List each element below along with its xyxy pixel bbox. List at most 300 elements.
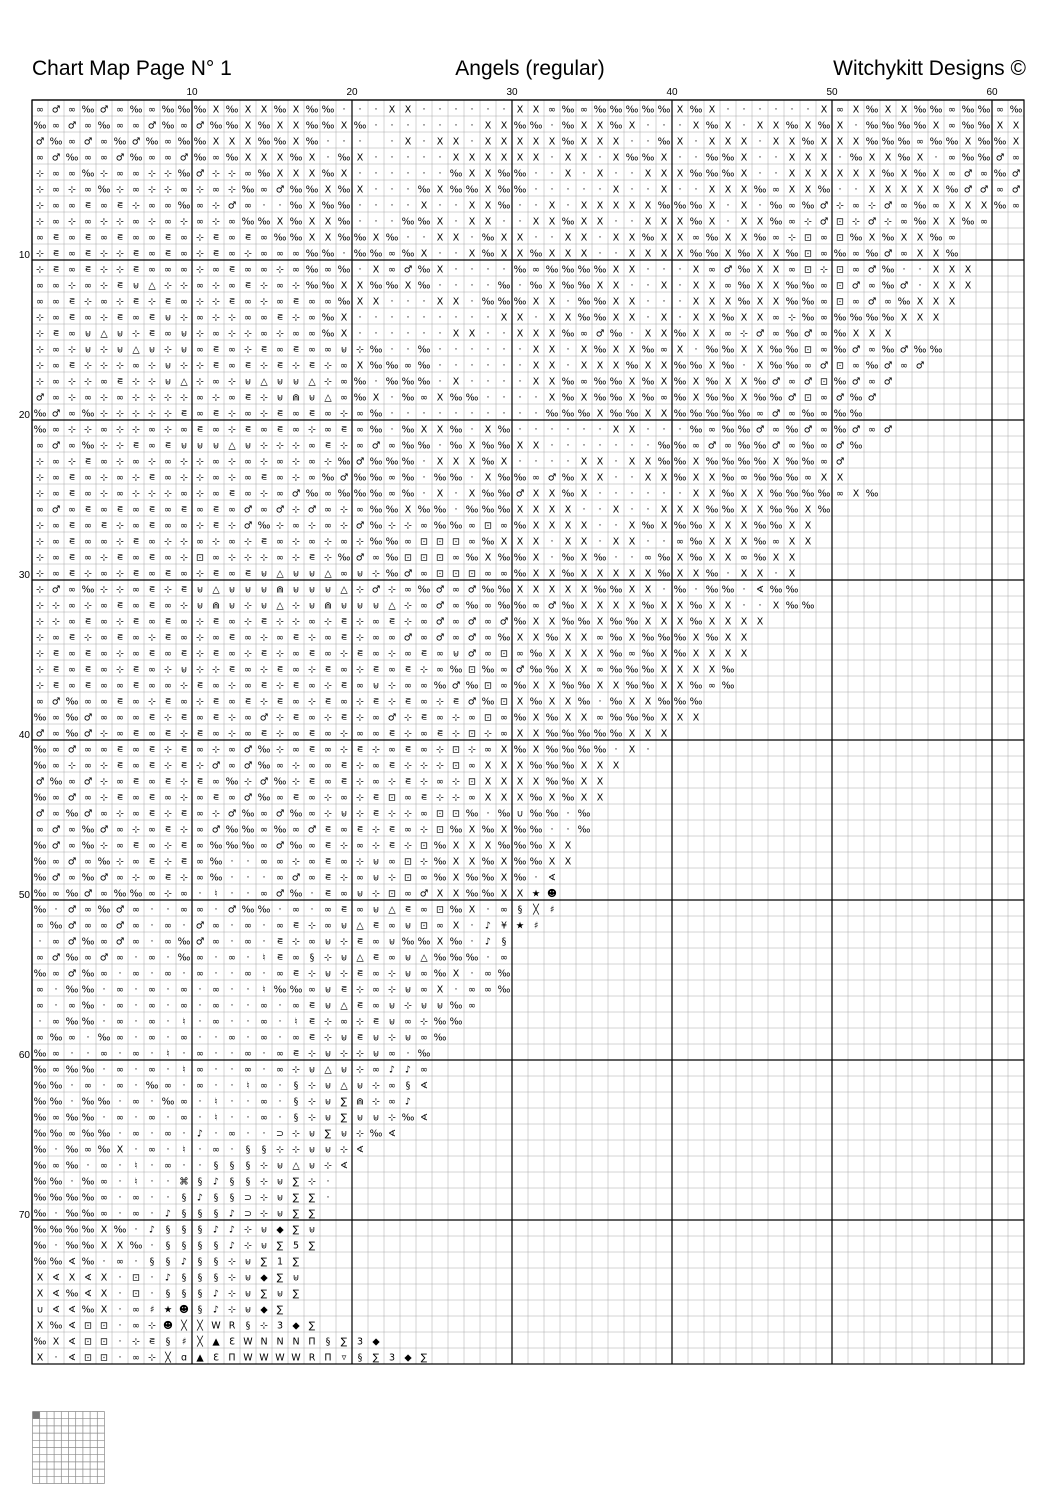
stitch-symbol: Ⅹ [740, 632, 748, 644]
stitch-symbol: ⋷ [372, 792, 380, 804]
stitch-symbol: ⋷ [420, 648, 428, 660]
stitch-symbol: ♂ [851, 376, 861, 388]
stitch-symbol: ‰ [481, 536, 495, 548]
stitch-symbol: ¥ [500, 920, 508, 932]
stitch-symbol: · [662, 488, 666, 500]
stitch-symbol: ⊹ [260, 1176, 268, 1188]
stitch-symbol: ⊎ [404, 1032, 412, 1044]
stitch-symbol: § [245, 1160, 251, 1172]
stitch-symbol: · [582, 424, 586, 436]
stitch-symbol: W [291, 1352, 301, 1364]
stitch-symbol: · [614, 472, 618, 484]
stitch-symbol: · [406, 152, 410, 164]
stitch-symbol: § [405, 1080, 411, 1092]
stitch-symbol: ‰ [721, 472, 735, 484]
stitch-symbol: Ⅹ [548, 248, 556, 260]
stitch-symbol: ⊹ [36, 664, 44, 676]
stitch-symbol: ⋷ [372, 920, 380, 932]
stitch-symbol: ∞ [196, 200, 204, 212]
stitch-symbol: ⊎ [340, 1128, 348, 1140]
thumbnail-grid [33, 1412, 105, 1484]
stitch-symbol: Ⅹ [660, 472, 668, 484]
stitch-symbol: ♂ [67, 120, 77, 132]
stitch-symbol: ⊹ [212, 200, 220, 212]
stitch-symbol: ∞ [36, 104, 44, 116]
stitch-symbol: ∞ [52, 968, 60, 980]
stitch-symbol: Ⅹ [580, 472, 588, 484]
stitch-symbol: ‰ [401, 936, 415, 948]
stitch-symbol: ‰ [257, 904, 271, 916]
stitch-symbol: Ⅹ [452, 456, 460, 468]
stitch-symbol: Ⅹ [580, 760, 588, 772]
stitch-symbol: ⋷ [324, 840, 332, 852]
stitch-symbol: ‰ [689, 360, 703, 372]
stitch-symbol: ⊎ [308, 392, 316, 404]
stitch-symbol: ‰ [817, 488, 831, 500]
stitch-symbol: Ⅹ [372, 296, 380, 308]
stitch-symbol: ♂ [899, 344, 909, 356]
stitch-symbol: § [197, 1240, 203, 1252]
stitch-symbol: ∞ [132, 520, 140, 532]
stitch-symbol: ⋷ [100, 520, 108, 532]
stitch-symbol: ‰ [673, 408, 687, 420]
stitch-symbol: ⊹ [100, 168, 108, 180]
stitch-symbol: · [166, 1176, 170, 1188]
stitch-symbol: ∞ [308, 344, 316, 356]
stitch-symbol: Ⅹ [724, 552, 732, 564]
stitch-symbol: Ⅹ [532, 728, 540, 740]
stitch-symbol: △ [228, 440, 236, 452]
stitch-symbol: Ⅹ [628, 696, 636, 708]
stitch-symbol: ‰ [497, 168, 511, 180]
stitch-symbol: Ⅹ [308, 232, 316, 244]
stitch-symbol: ∞ [84, 696, 92, 708]
stitch-symbol: ∞ [260, 1080, 268, 1092]
stitch-symbol: Ⅹ [788, 152, 796, 164]
stitch-symbol: ‰ [433, 1016, 447, 1028]
stitch-symbol: ∞ [52, 808, 60, 820]
stitch-symbol: ⊡ [836, 360, 844, 372]
stitch-symbol: ∞ [500, 664, 508, 676]
stitch-symbol: ∞ [52, 520, 60, 532]
stitch-symbol: ⊹ [340, 520, 348, 532]
stitch-symbol: Ⅹ [36, 1320, 44, 1332]
row-label: 20 [18, 410, 30, 421]
stitch-symbol: § [165, 1240, 171, 1252]
stitch-symbol: △ [100, 328, 108, 340]
stitch-symbol: ♂ [867, 216, 877, 228]
stitch-symbol: Ⅹ [644, 360, 652, 372]
stitch-symbol: Ⅹ [660, 712, 668, 724]
stitch-symbol: ∞ [372, 648, 380, 660]
stitch-symbol: Ⅹ [996, 120, 1004, 132]
stitch-symbol: ‰ [81, 440, 95, 452]
stitch-symbol: Ⅹ [548, 696, 556, 708]
stitch-symbol: ∞ [228, 504, 236, 516]
stitch-symbol: ∞ [420, 600, 428, 612]
stitch-symbol: ‰ [33, 1192, 47, 1204]
stitch-symbol: ∞ [132, 1304, 140, 1316]
stitch-symbol: Ⅹ [628, 456, 636, 468]
stitch-symbol: · [54, 984, 58, 996]
stitch-symbol: ⊹ [228, 1256, 236, 1268]
stitch-symbol: ⊹ [292, 1128, 300, 1140]
stitch-symbol: · [646, 136, 650, 148]
stitch-symbol: ⋷ [212, 712, 220, 724]
stitch-symbol: ∞ [292, 648, 300, 660]
stitch-symbol: · [454, 120, 458, 132]
stitch-symbol: ⊹ [228, 312, 236, 324]
stitch-symbol: ⋷ [260, 616, 268, 628]
stitch-symbol: ‰ [433, 680, 447, 692]
stitch-symbol: ⊡ [452, 536, 460, 548]
stitch-symbol: Ⅹ [692, 328, 700, 340]
stitch-symbol: Ⅹ [948, 296, 956, 308]
stitch-symbol: ⋒ [212, 600, 220, 612]
stitch-symbol: ⊡ [484, 712, 492, 724]
stitch-symbol: Ⅹ [644, 584, 652, 596]
stitch-symbol: ∞ [420, 968, 428, 980]
stitch-symbol: Ⅹ [596, 168, 604, 180]
stitch-symbol: ‰ [689, 168, 703, 180]
stitch-symbol: Ⅹ [548, 792, 556, 804]
stitch-symbol: · [582, 504, 586, 516]
stitch-symbol: · [390, 312, 394, 324]
stitch-symbol: ♂ [83, 808, 93, 820]
stitch-symbol: ⊹ [244, 648, 252, 660]
stitch-symbol: ♪ [388, 1064, 396, 1076]
stitch-symbol: ∞ [100, 888, 108, 900]
stitch-symbol: ‰ [161, 120, 175, 132]
stitch-symbol: ∞ [788, 440, 796, 452]
stitch-symbol: · [694, 584, 698, 596]
stitch-symbol: ∞ [372, 1064, 380, 1076]
stitch-symbol: · [470, 344, 474, 356]
stitch-symbol: ∞ [324, 504, 332, 516]
stitch-symbol: · [230, 1096, 234, 1108]
stitch-symbol: Ⅹ [692, 632, 700, 644]
stitch-symbol: ‰ [993, 168, 1007, 180]
stitch-symbol: ∞ [452, 600, 460, 612]
stitch-symbol: Ⅹ [532, 296, 540, 308]
stitch-symbol: ∞ [212, 1144, 220, 1156]
stitch-symbol: ‰ [33, 424, 47, 436]
stitch-symbol: ‰ [641, 600, 655, 612]
stitch-symbol: ∞ [100, 1208, 108, 1220]
stitch-symbol: · [454, 504, 458, 516]
stitch-symbol: ‰ [497, 600, 511, 612]
stitch-symbol: ⊹ [276, 744, 284, 756]
stitch-symbol: ‰ [465, 184, 479, 196]
stitch-symbol: ‰ [33, 120, 47, 132]
stitch-symbol: ⋷ [212, 616, 220, 628]
stitch-symbol: ⊎ [372, 680, 380, 692]
stitch-symbol: ∢ [388, 1128, 396, 1140]
stitch-symbol: ∞ [388, 1048, 396, 1060]
stitch-symbol: ⊹ [164, 184, 172, 196]
stitch-symbol: § [245, 1320, 251, 1332]
stitch-symbol: ∞ [740, 472, 748, 484]
stitch-symbol: ♮ [214, 1096, 218, 1108]
stitch-symbol: ‰ [353, 248, 367, 260]
stitch-symbol: ∞ [596, 632, 604, 644]
stitch-symbol: ♂ [131, 136, 141, 148]
stitch-symbol: ‰ [673, 376, 687, 388]
stitch-symbol: ‰ [689, 520, 703, 532]
stitch-symbol: Ⅹ [884, 328, 892, 340]
stitch-symbol: ♂ [227, 904, 237, 916]
stitch-symbol: Ⅹ [676, 664, 684, 676]
stitch-symbol: ∞ [500, 568, 508, 580]
stitch-symbol: Ⅹ [516, 504, 524, 516]
stitch-symbol: · [246, 1032, 250, 1044]
stitch-symbol: ‰ [465, 872, 479, 884]
stitch-symbol: · [662, 296, 666, 308]
stitch-symbol: ∢ [756, 584, 764, 596]
stitch-symbol: ∞ [116, 392, 124, 404]
stitch-symbol: ‰ [289, 840, 303, 852]
stitch-symbol: ⋷ [52, 264, 60, 276]
stitch-symbol: ∞ [132, 1352, 140, 1364]
stitch-symbol: ‰ [369, 424, 383, 436]
stitch-symbol: ∞ [948, 232, 956, 244]
stitch-symbol: ‰ [673, 440, 687, 452]
stitch-symbol: ∞ [132, 504, 140, 516]
stitch-symbol: ‰ [641, 152, 655, 164]
stitch-symbol: · [470, 968, 474, 980]
stitch-symbol: · [358, 136, 362, 148]
stitch-symbol: ⊎ [372, 1032, 380, 1044]
stitch-symbol: ∞ [52, 1048, 60, 1060]
stitch-symbol: Ⅹ [740, 168, 748, 180]
stitch-symbol: ♂ [883, 248, 893, 260]
stitch-symbol: Ⅹ [724, 600, 732, 612]
stitch-symbol: ⋷ [436, 728, 444, 740]
stitch-symbol: ‰ [769, 216, 783, 228]
stitch-symbol: Ⅹ [516, 248, 524, 260]
stitch-symbol: ‰ [497, 472, 511, 484]
stitch-symbol: ⊡ [436, 824, 444, 836]
stitch-symbol: ‰ [497, 184, 511, 196]
stitch-symbol: ⊹ [132, 488, 140, 500]
stitch-symbol: ∞ [244, 488, 252, 500]
stitch-symbol: ♂ [547, 600, 557, 612]
stitch-symbol: ∞ [404, 824, 412, 836]
stitch-symbol: ‰ [369, 520, 383, 532]
stitch-symbol: Ⅹ [836, 136, 844, 148]
stitch-symbol: ⊹ [388, 776, 396, 788]
stitch-symbol: ∢ [420, 1112, 428, 1124]
stitch-symbol: ⊹ [84, 632, 92, 644]
stitch-symbol: ⋷ [340, 712, 348, 724]
stitch-symbol: ∞ [388, 1080, 396, 1092]
stitch-symbol: ⋷ [132, 728, 140, 740]
stitch-symbol: ‰ [49, 1192, 63, 1204]
stitch-symbol: ∞ [100, 424, 108, 436]
stitch-symbol: ∞ [484, 968, 492, 980]
stitch-symbol: Ⅹ [292, 120, 300, 132]
stitch-symbol: ⊹ [324, 792, 332, 804]
stitch-symbol: · [422, 408, 426, 420]
stitch-symbol: ‰ [705, 568, 719, 580]
stitch-symbol: ‰ [641, 632, 655, 644]
stitch-symbol: · [502, 408, 506, 420]
stitch-symbol: ∞ [788, 408, 796, 420]
stitch-symbol: ♂ [35, 136, 45, 148]
stitch-symbol: Ⅹ [404, 104, 412, 116]
stitch-symbol: Ⅹ [644, 328, 652, 340]
stitch-symbol: ∞ [404, 360, 412, 372]
stitch-symbol: ‰ [417, 216, 431, 228]
stitch-symbol: ∑ [276, 1272, 284, 1284]
stitch-symbol: ‰ [49, 1224, 63, 1236]
stitch-symbol: · [470, 136, 474, 148]
stitch-symbol: Ⅹ [324, 184, 332, 196]
stitch-symbol: Ⅹ [676, 600, 684, 612]
stitch-symbol: Ⅹ [788, 136, 796, 148]
stitch-symbol: ⋷ [148, 552, 156, 564]
stitch-symbol: · [262, 936, 266, 948]
stitch-symbol: ♂ [883, 360, 893, 372]
stitch-symbol: ∞ [100, 232, 108, 244]
stitch-symbol: · [934, 152, 938, 164]
stitch-symbol: · [550, 184, 554, 196]
stitch-symbol: Ⅹ [900, 104, 908, 116]
stitch-symbol: ∞ [324, 744, 332, 756]
stitch-symbol: ∞ [388, 488, 396, 500]
stitch-symbol: ‰ [273, 776, 287, 788]
stitch-symbol: Ⅹ [852, 136, 860, 148]
stitch-symbol: ⊹ [260, 696, 268, 708]
stitch-symbol: ‰ [513, 120, 527, 132]
stitch-symbol: Ⅹ [532, 152, 540, 164]
stitch-symbol: ⊹ [260, 456, 268, 468]
stitch-symbol: Ⅹ [740, 200, 748, 212]
stitch-symbol: ∞ [116, 104, 124, 116]
stitch-symbol: ∢ [68, 1304, 76, 1316]
stitch-symbol: ∑ [292, 1256, 300, 1268]
stitch-symbol: ⊹ [356, 1128, 364, 1140]
stitch-symbol: ‰ [209, 856, 223, 868]
stitch-symbol: ∞ [980, 216, 988, 228]
stitch-symbol: Ⅹ [788, 520, 796, 532]
stitch-symbol: · [486, 952, 490, 964]
stitch-symbol: Ⅹ [580, 552, 588, 564]
stitch-symbol: ∞ [132, 856, 140, 868]
stitch-symbol: ⊹ [100, 312, 108, 324]
stitch-symbol: ∞ [324, 264, 332, 276]
stitch-symbol: ∞ [100, 1176, 108, 1188]
stitch-symbol: ∞ [148, 1112, 156, 1124]
stitch-symbol: ⊡ [804, 232, 812, 244]
stitch-symbol: ‰ [593, 728, 607, 740]
stitch-symbol: · [150, 920, 154, 932]
stitch-symbol: ∞ [100, 680, 108, 692]
stitch-symbol: ∞ [308, 792, 316, 804]
stitch-symbol: ⊹ [164, 840, 172, 852]
stitch-symbol: ‰ [705, 504, 719, 516]
stitch-symbol: ‰ [561, 744, 575, 756]
stitch-symbol: ‰ [465, 952, 479, 964]
stitch-symbol: ‰ [289, 184, 303, 196]
stitch-symbol: ‰ [465, 680, 479, 692]
stitch-symbol: Ⅹ [676, 168, 684, 180]
stitch-symbol: ∞ [324, 408, 332, 420]
stitch-symbol: ‰ [529, 648, 543, 660]
stitch-symbol: ⋷ [132, 616, 140, 628]
stitch-symbol: ‰ [513, 744, 527, 756]
stitch-symbol: ⋷ [292, 792, 300, 804]
stitch-symbol: ∞ [388, 856, 396, 868]
stitch-symbol: ⊹ [116, 360, 124, 372]
stitch-symbol: ⊹ [100, 584, 108, 596]
stitch-symbol: Ⅹ [340, 312, 348, 324]
stitch-symbol: · [150, 936, 154, 948]
stitch-symbol: Ⅹ [724, 136, 732, 148]
stitch-symbol: ∞ [52, 1112, 60, 1124]
stitch-symbol: · [534, 168, 538, 180]
stitch-symbol: ‰ [785, 600, 799, 612]
stitch-symbol: ∞ [484, 744, 492, 756]
stitch-symbol: ‰ [753, 184, 767, 196]
column-label: 60 [986, 87, 998, 98]
stitch-symbol: ⋷ [52, 232, 60, 244]
stitch-symbol: ∞ [372, 552, 380, 564]
stitch-symbol: ∞ [180, 424, 188, 436]
stitch-symbol: Ⅹ [260, 104, 268, 116]
stitch-symbol: ⊎ [180, 664, 188, 676]
stitch-symbol: ♂ [835, 456, 845, 468]
stitch-symbol: ∞ [804, 360, 812, 372]
stitch-symbol: ⋷ [372, 664, 380, 676]
stitch-symbol: ⊹ [100, 392, 108, 404]
stitch-symbol: · [502, 216, 506, 228]
stitch-symbol: ∞ [164, 552, 172, 564]
stitch-symbol: ⊹ [36, 168, 44, 180]
stitch-symbol: ‰ [241, 904, 255, 916]
stitch-symbol: · [342, 104, 346, 116]
stitch-symbol: ⊹ [180, 472, 188, 484]
stitch-symbol: ‰ [33, 1144, 47, 1156]
stitch-symbol: ‰ [81, 968, 95, 980]
stitch-symbol: · [518, 424, 522, 436]
stitch-symbol: ∑ [292, 1288, 300, 1300]
stitch-symbol: ∞ [100, 920, 108, 932]
stitch-symbol: Ⅹ [436, 232, 444, 244]
stitch-symbol: ♂ [851, 344, 861, 356]
stitch-symbol: ⊹ [356, 856, 364, 868]
stitch-symbol: ∞ [116, 488, 124, 500]
stitch-symbol: ╳ [165, 1352, 171, 1364]
stitch-symbol: ∞ [356, 504, 364, 516]
stitch-symbol: ★ [163, 1304, 173, 1316]
stitch-symbol: ‰ [801, 408, 815, 420]
stitch-symbol: · [422, 312, 426, 324]
stitch-symbol: Ⅹ [660, 328, 668, 340]
stitch-symbol: Ⅹ [724, 536, 732, 548]
stitch-symbol: ‰ [337, 200, 351, 212]
stitch-symbol: · [438, 312, 442, 324]
stitch-symbol: Ⅹ [804, 504, 812, 516]
stitch-symbol: ⋷ [308, 408, 316, 420]
stitch-symbol: ◆ [260, 1304, 268, 1316]
stitch-symbol: ‰ [81, 584, 95, 596]
stitch-symbol: ⊹ [308, 968, 316, 980]
stitch-symbol: ⊡ [468, 776, 476, 788]
stitch-symbol: ∢ [340, 1160, 348, 1172]
stitch-symbol: ⊹ [84, 376, 92, 388]
stitch-symbol: ‰ [289, 984, 303, 996]
